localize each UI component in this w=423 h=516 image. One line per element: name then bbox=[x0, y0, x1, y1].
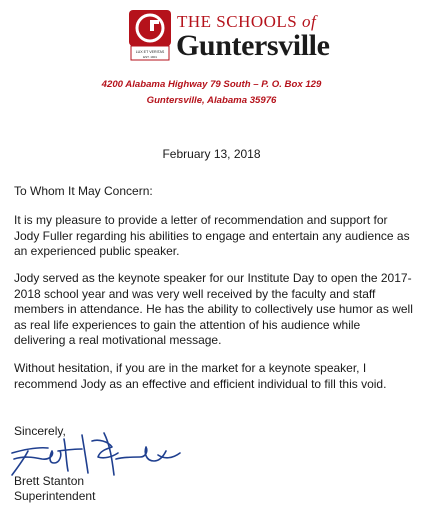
paragraph-2: Jody served as the keynote speaker for our Institute Day to open the 2017-2018 school year and was very well received by the faculty and staff members in attendance. He has the ability to collectively use humor as well as real life experiences to gain the attention of his audience while delivering a real motivational message. bbox=[14, 271, 413, 347]
school-name-prefix: THE SCHOOLS of bbox=[177, 12, 317, 31]
school-seal-icon bbox=[127, 10, 173, 62]
school-name: Guntersville bbox=[176, 29, 330, 62]
school-logo bbox=[127, 10, 330, 68]
address-line-1: 4200 Alabama Highway 79 South – P. O. Box 129 bbox=[101, 79, 322, 90]
closing: Sincerely, bbox=[14, 424, 66, 438]
seal-established: EST. 1901 bbox=[143, 55, 157, 59]
paragraph-1: It is my pleasure to provide a letter of recommendation and support for Jody Fuller regarding his abilities to engage and entertain any audience as an experienced public speaker. bbox=[14, 213, 410, 258]
signer-name: Brett Stanton bbox=[14, 474, 85, 488]
address-line-2: Guntersville, Alabama 35976 bbox=[146, 95, 277, 106]
letter-date: February 13, 2018 bbox=[162, 147, 261, 161]
seal-motto: LUX ET VERITAS bbox=[135, 50, 165, 54]
paragraph-3: Without hesitation, if you are in the market for a keynote speaker, I recommend Jody as an effective and efficient individual to fill this void. bbox=[14, 361, 387, 391]
salutation: To Whom It May Concern: bbox=[14, 184, 153, 198]
signer-title: Superintendent bbox=[14, 489, 96, 503]
